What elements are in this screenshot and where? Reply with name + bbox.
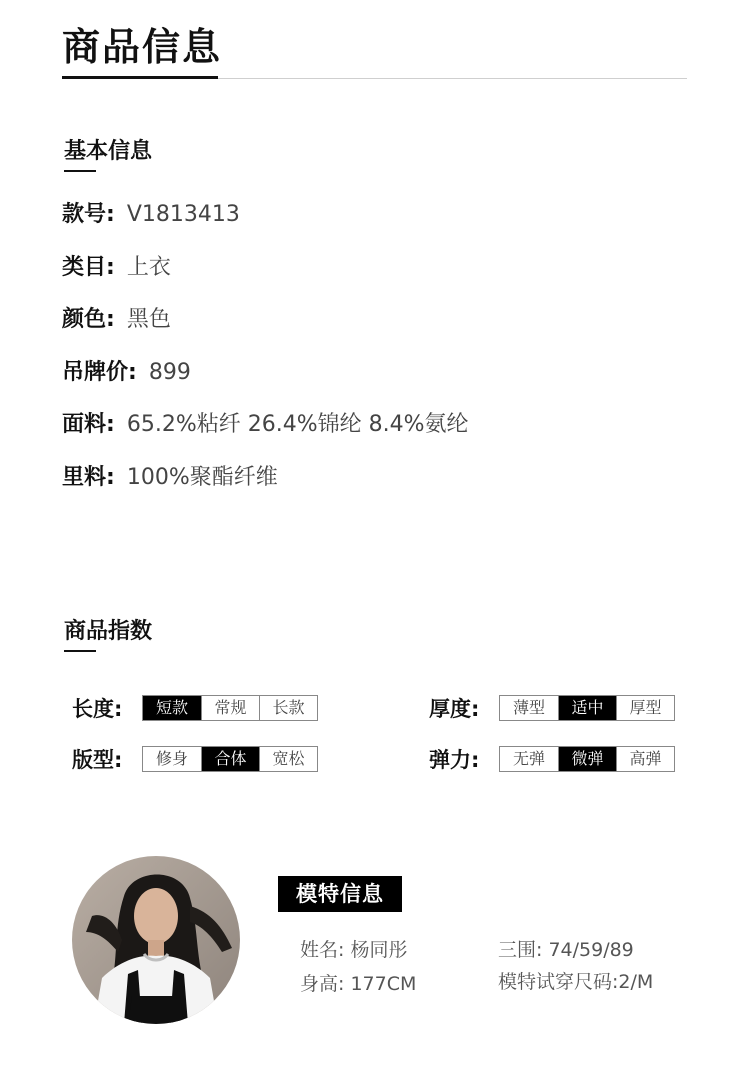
- option-fitted: 合体: [201, 747, 259, 771]
- option-slim: 修身: [143, 747, 201, 771]
- model-info-badge: 模特信息: [278, 876, 402, 912]
- option-thin: 薄型: [500, 696, 558, 720]
- info-row-color: [62, 303, 468, 356]
- model-measurements: 三围: 74/59/89: [498, 939, 634, 961]
- info-key: 里料: [62, 464, 107, 490]
- info-colon: :: [106, 254, 115, 280]
- model-name: 姓名: 杨同彤: [300, 939, 408, 961]
- page-title: 商品信息: [62, 25, 223, 69]
- info-row-style-number: [62, 198, 468, 251]
- index-row-fit: [72, 744, 318, 774]
- info-value: 100%聚酯纤维: [126, 464, 278, 490]
- basic-info-list: [62, 198, 468, 514]
- info-value: 65.2%粘纤 26.4%锦纶 8.4%氨纶: [126, 412, 469, 438]
- info-value: 黑色: [126, 307, 171, 333]
- index-row-elasticity: [429, 744, 675, 774]
- info-value: 899: [148, 359, 191, 385]
- model-photo-icon: [72, 856, 240, 1024]
- model-avatar: [72, 856, 240, 1024]
- option-long: 长款: [259, 696, 317, 720]
- info-key: 款号: [62, 202, 107, 227]
- section-title-basic-info: 基本信息: [64, 139, 153, 164]
- info-colon: :: [106, 307, 115, 333]
- section-underline-basic-info: [64, 170, 96, 172]
- info-colon: :: [106, 464, 115, 490]
- info-row-category: [62, 251, 468, 304]
- option-high-stretch: 高弹: [616, 747, 674, 771]
- index-label-thickness: 厚度:: [429, 697, 480, 721]
- index-row-length: [72, 693, 318, 723]
- info-row-tag-price: [62, 356, 468, 409]
- option-short: 短款: [143, 696, 201, 720]
- model-height: 身高: 177CM: [300, 973, 417, 995]
- section-underline-product-index: [64, 650, 96, 652]
- info-colon: :: [128, 359, 137, 385]
- index-label-fit: 版型:: [72, 748, 123, 772]
- info-key: 面料: [62, 412, 107, 438]
- info-key: 颜色: [62, 307, 107, 333]
- fit-options: [142, 746, 318, 772]
- elasticity-options: [499, 746, 675, 772]
- index-label-elasticity: 弹力:: [429, 748, 480, 772]
- option-thick: 厚型: [616, 696, 674, 720]
- info-key: 吊牌价: [62, 359, 129, 385]
- info-key: 类目: [62, 254, 107, 280]
- info-row-lining: [62, 461, 468, 514]
- index-row-thickness: [429, 693, 675, 723]
- info-colon: :: [106, 202, 115, 227]
- info-value: 上衣: [126, 254, 171, 280]
- index-label-length: 长度:: [72, 697, 123, 721]
- info-row-fabric: [62, 408, 468, 461]
- length-options: [142, 695, 318, 721]
- thickness-options: [499, 695, 675, 721]
- option-no-stretch: 无弹: [500, 747, 558, 771]
- section-title-product-index: 商品指数: [64, 619, 153, 644]
- model-try-on-size: 模特试穿尺码:2/M: [498, 971, 654, 993]
- info-value: V1813413: [126, 202, 240, 227]
- title-divider-accent: [62, 76, 218, 79]
- info-colon: :: [106, 412, 115, 438]
- option-slight-stretch: 微弹: [558, 747, 616, 771]
- option-medium: 适中: [558, 696, 616, 720]
- option-regular: 常规: [201, 696, 259, 720]
- option-loose: 宽松: [259, 747, 317, 771]
